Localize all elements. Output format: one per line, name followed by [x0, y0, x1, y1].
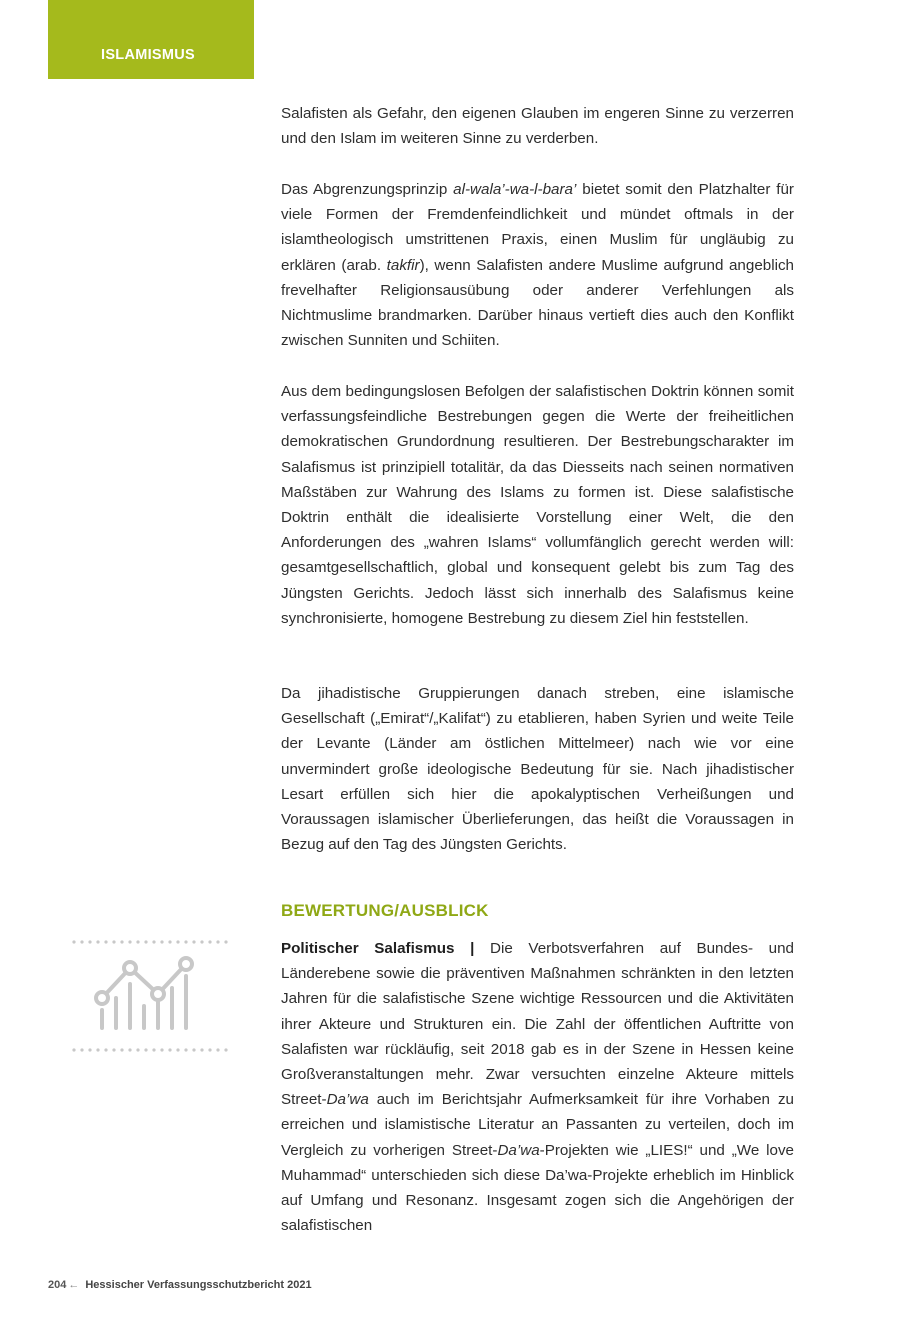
assessment-text — [281, 936, 794, 1238]
paragraph-2-part: Das Abgrenzungsprinzip — [281, 181, 454, 198]
paragraph-2 — [281, 177, 794, 353]
paragraph-2-text — [281, 177, 794, 353]
section-label: ISLAMISMUS — [101, 47, 196, 63]
publication-title: Hessischer Verfassungsschutzbericht 2021 — [85, 1279, 312, 1291]
paragraph-4 — [281, 681, 794, 857]
trend-chart-icon — [72, 936, 232, 1056]
paragraph-1-text: Salafisten als Gefahr, den eigenen Glauben im engeren Sinne zu verzerren und den Islam im weiteren Sinne zu verderben. — [281, 105, 794, 148]
paragraph-3-text: Aus dem bedingungslosen Befolgen der salafistischen Doktrin können somit verfassungsfeindliche Bestrebungen gegen die Werte der freiheitlichen demokratischen Grundordnung resultieren. Der Bestrebungscharakter im Salafismus ist prinzipiell totalitär, da das Diesseits nach seinen normativen Maßstäben zur Wahrung des Islams zu formen ist. Diese salafistische Doktrin enthält die idealisierte Vorstellung einer Welt, die den Anforderungen des „wahren Islams“ vollumfänglich gerecht werden will: gesamtgesellschaftlich, global und konsequent gelebt bis zum Tag des Jüngsten Gerichts. Jedoch lässt sich innerhalb des Salafismus keine synchronisierte, homogene Bestrebung zu diesem Ziel hin feststellen. — [281, 383, 794, 627]
arabic-term: Da’wa — [326, 1091, 369, 1109]
arabic-term: Da’wa — [497, 1141, 540, 1159]
section-heading: BEWERTUNG/AUSBLICK — [281, 901, 489, 920]
paragraph-2-part: bietet somit den Platzhalter für viele Formen der Fremdenfeindlichkeit und mündet oftmals in der islamtheologisch umstrittenen Praxis, einen Muslim für ungläubig zu erklären (arab. — [281, 181, 794, 274]
paragraph-3 — [281, 379, 794, 631]
page-number: 204 — [48, 1279, 67, 1291]
runin-heading: Politischer Salafismus | — [281, 940, 475, 957]
assessment-part: -Projekten wie „LIES!“ und „We love Muhammad“ unterschieden sich diese Da’wa-Projekte erheblich im Hinblick auf Umfang und Resonanz. Insgesamt zogen sich die Angehörigen der salafistischen — [281, 1141, 794, 1235]
paragraph-1 — [281, 101, 794, 151]
page-footer — [48, 1279, 312, 1291]
paragraph-2-part: ), wenn Salafisten andere Muslime aufgrund angeblich frevelhafter Religionsausübung oder anderer Verfehlungen als Nichtmuslime brandmarken. Darüber hinaus vertieft dies auch den Konflikt zwischen Sunniten und Schiiten. — [281, 256, 794, 350]
paragraph-4-text: Da jihadistische Gruppierungen danach streben, eine islamische Gesellschaft („Emirat“/„Kalifat“) zu etablieren, haben Syrien und weite Teile der Levante (Länder am östlichen Mittelmeer) nach wie vor eine unvermindert große ideologische Bedeutung für sie. Nach jihadistischer Lesart erfüllen sich hier die apokalyptischen Verheißungen und Voraussagen islamischer Überlieferungen, das heißt die Voraussagen in Bezug auf den Tag des Jüngsten Gerichts. — [281, 685, 794, 854]
assessment-paragraph — [281, 936, 794, 1238]
assessment-part: auch im Berichtsjahr Aufmerksamkeit für ihre Vorhaben zu erreichen und islamistische Literatur an Passanten zu verteilen, doch im Vergleich zu vorherigen Street- — [281, 1091, 794, 1159]
back-arrow-icon[interactable]: ← — [68, 1279, 80, 1291]
arabic-term: takfir — [386, 256, 420, 274]
arabic-term: al-wala’-wa-l-bara’ — [453, 181, 577, 198]
assessment-part: Die Verbotsverfahren auf Bundes- und Länderebene sowie die präventiven Maßnahmen schränkten in den letzten Jahren für die salafistische Szene wichtige Ressourcen und die Aktivitäten ihrer Akteure und Strukturen ein. Die Zahl der öffentlichen Auftritte von Salafisten war rückläufig, seit 2018 gab es in der Szene in Hessen keine Großveranstaltungen mehr. Zwar versuchten einzelne Akteure mittels Street- — [281, 940, 794, 1109]
section-tab — [48, 0, 254, 79]
